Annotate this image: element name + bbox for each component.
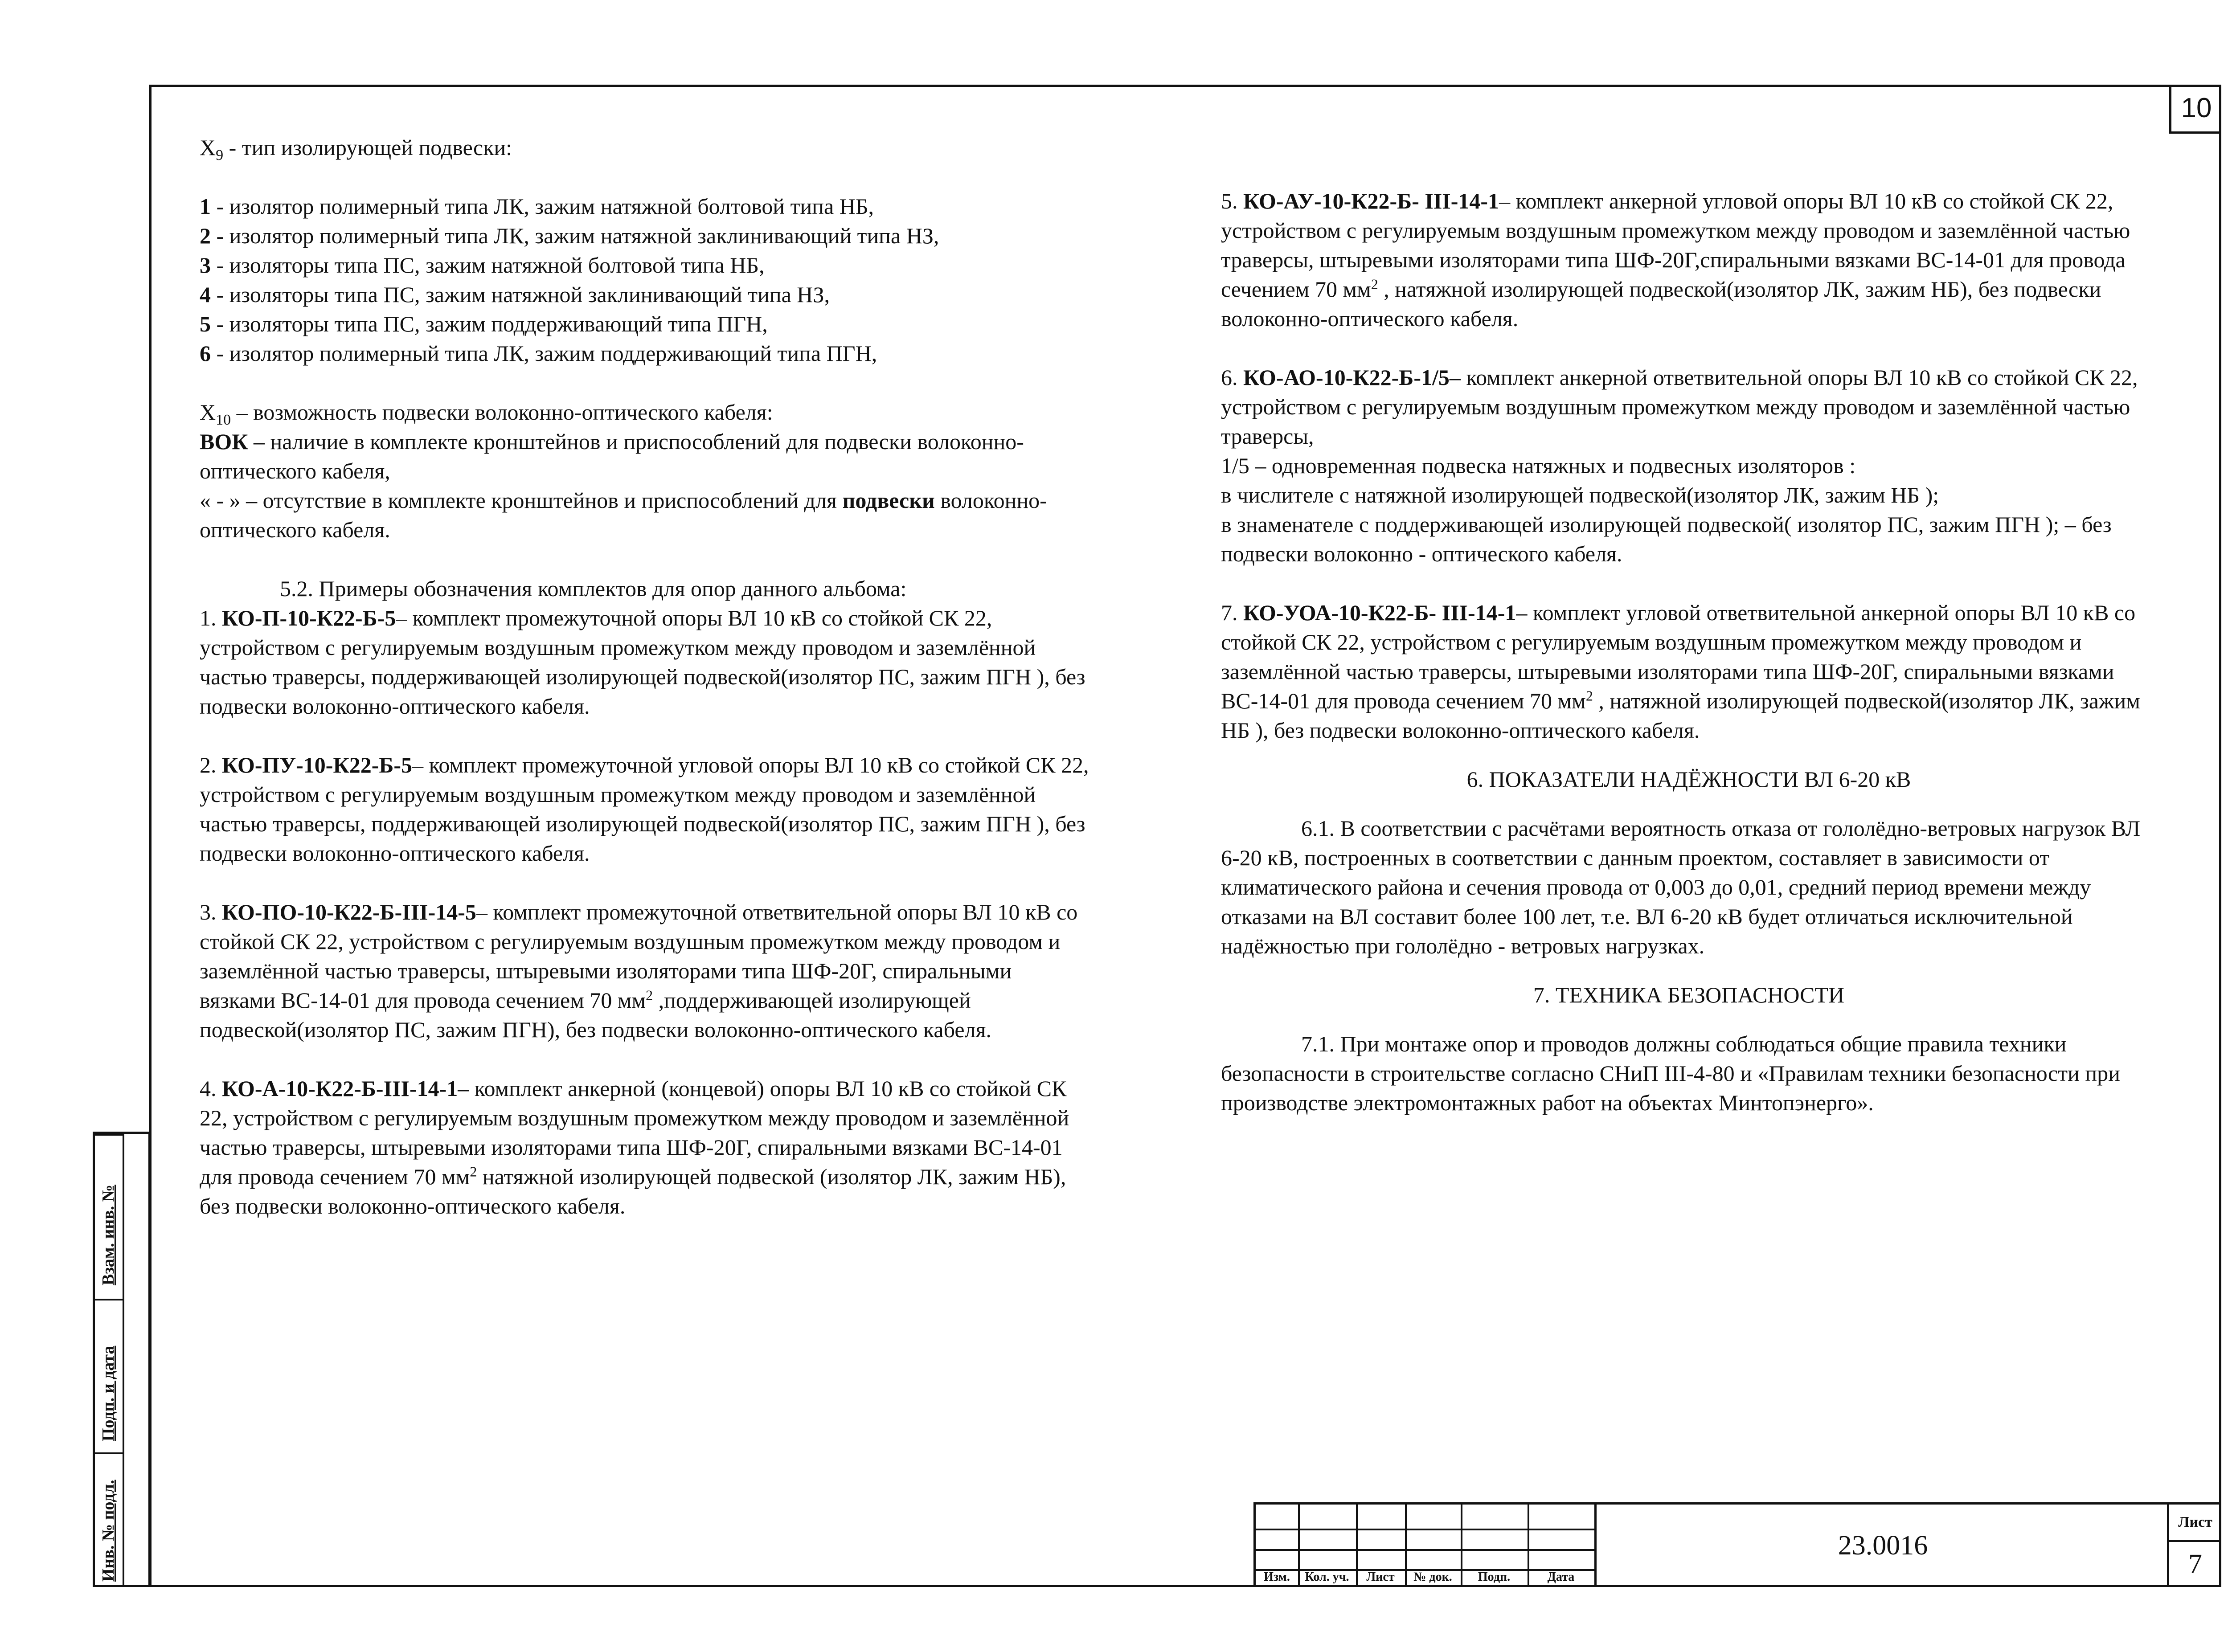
example-line: 1/5 – одновременная подвеска натяжных и подвесных изоляторов : <box>1221 453 1856 478</box>
example-line: в числителе с натяжной изолирующей подвеской(изолятор ЛК, зажим НБ ); <box>1221 483 1939 507</box>
dash-definition: « - » – отсутствие в комплекте кронштейнов и приспособлений для подвески волоконно-оптического кабеля. <box>200 488 1047 542</box>
tb-label-kol: Кол. уч. <box>1305 1570 1349 1584</box>
stamp-divider <box>95 1299 123 1300</box>
x9-item: 2 - изолятор полимерный типа ЛК, зажим натяжной заклинивающий типа НЗ, <box>200 223 939 248</box>
example-item: 6. КО-АО-10-К22-Б-1/5– комплект анкерной ответвительной опоры ВЛ 10 кВ со стойкой СК 22, устройством с регулируемым воздушным промежутком между проводом и заземлённой частью траверсы, <box>1221 365 2138 449</box>
example-item: 4. КО-А-10-К22-Б-III-14-1– комплект анкерной (концевой) опоры ВЛ 10 кВ со стойкой СК 22, устройством с регулируемым воздушным промежутком между проводом и заземлённой частью траверсы, штыревыми изоляторами типа ШФ-20Г, спиральными вязками ВС-14-01 для провода сечением 70 $мм^2$ натяжной изолирующей подвеской (изолятор ЛК, зажим НБ), без подвески волоконно-оптического кабеля. <box>200 1076 1069 1219</box>
section-5-2-title: 5.2. Примеры обозначения комплектов для опор данного альбома: <box>280 576 907 601</box>
section-7-heading: 7. ТЕХНИКА БЕЗОПАСНОСТИ <box>1533 982 1845 1007</box>
tb-label-izm: Изм. <box>1264 1570 1290 1584</box>
side-stamp <box>93 1132 151 1587</box>
example-item: 3. КО-ПО-10-К22-Б-III-14-5– комплект промежуточной ответвительной опоры ВЛ 10 кВ со стойкой СК 22, устройством с регулируемым воздушным промежутком между проводом и заземлённой частью траверсы, штыревыми изоляторами типа ШФ-20Г, спиральными вязками ВС-14-01 для провода сечением 70 $мм^2$ ,поддерживающей изолирующей подвеской(изолятор ПС, зажим ПГН), без подвески волоконно-оптического кабеля. <box>200 900 1078 1042</box>
vok-definition: ВОК – наличие в комплекте кронштейнов и приспособлений для подвески волоконно-оптического кабеля, <box>200 429 1024 483</box>
example-item: 7. КО-УОА-10-К22-Б- III-14-1– комплект угловой ответвительной анкерной опоры ВЛ 10 кВ со стойкой СК 22, устройством с регулируемым воздушным промежутком между проводом и заземлённой частью траверсы, штыревыми изоляторами типа ШФ-20Г, спиральными вязками ВС-14-01 для провода сечением 70 $мм^2$ , натяжной изолирующей подвеской(изолятор ЛК, зажим НБ ), без подвески волоконно-оптического кабеля. <box>1221 600 2140 743</box>
revision-grid <box>1256 1505 1594 1587</box>
tb-label-list: Лист <box>1366 1570 1395 1584</box>
example-line: в знаменателе с поддерживающей изолирующей подвеской( изолятор ПС, зажим ПГН ); – без подвески волоконно - оптического кабеля. <box>1221 512 2112 566</box>
section-6-heading: 6. ПОКАЗАТЕЛИ НАДЁЖНОСТИ ВЛ 6-20 кВ <box>1466 767 1911 792</box>
stamp-divider <box>95 1452 123 1454</box>
x9-item: 3 - изоляторы типа ПС, зажим натяжной болтовой типа НБ, <box>200 253 765 278</box>
x10-heading: $X_{10}$ – возможность подвески волоконно-оптического кабеля: <box>200 400 773 428</box>
x9-heading: $X_9$ - тип изолирующей подвески: <box>200 135 512 164</box>
tb-label-date: Дата <box>1547 1570 1575 1584</box>
tb-label-sign: Подп. <box>1478 1570 1511 1584</box>
sheet-label: Лист <box>2169 1505 2221 1542</box>
x9-item: 4 - изоляторы типа ПС, зажим натяжной заклинивающий типа НЗ, <box>200 282 830 307</box>
example-item: 2. КО-ПУ-10-К22-Б-5– комплект промежуточной угловой опоры ВЛ 10 кВ со стойкой СК 22, устройством с регулируемым воздушным промежутком между проводом и заземлённой частью траверсы, поддерживающей изолирующей подвеской(изолятор ПС, зажим ПГН ), без подвески волоконно-оптического кабеля. <box>200 752 1089 866</box>
x9-item: 6 - изолятор полимерный типа ЛК, зажим поддерживающий типа ПГН, <box>200 341 877 366</box>
paragraph-6-1: 6.1. В соответствии с расчётами вероятность отказа от гололёдно-ветровых нагрузок ВЛ 6-20 кВ, построенных в соответствии с данным проектом, составляет в зависимости от климатического района и сечения провода от 0,003 до 0,01, средний период времени между отказами на ВЛ составит более 100 лет, т.е. ВЛ 6-20 кВ будет отличаться исключительной надёжностью при гололёдно - ветровых нагрузках. <box>1221 816 2141 958</box>
x9-item: 1 - изолятор полимерный типа ЛК, зажим натяжной болтовой типа НБ, <box>200 194 874 219</box>
page-number-top: 10 <box>2169 85 2221 134</box>
paragraph-7-1: 7.1. При монтаже опор и проводов должны соблюдаться общие правила техники безопасности в строительстве согласно СНиП III-4-80 и «Правилам техники безопасности при производстве электромонтажных работ на объектах Минтопэнерго». <box>1221 1031 2120 1115</box>
example-item: 1. КО-П-10-К22-Б-5– комплект промежуточной опоры ВЛ 10 кВ со стойкой СК 22, устройством с регулируемым воздушным промежутком между проводом и заземлённой частью траверсы, поддерживающей изолирующей подвеской(изолятор ПС, зажим ПГН ), без подвески волоконно-оптического кабеля. <box>200 605 1085 719</box>
stamp-replace-label: Взам. инв. № <box>99 1185 118 1285</box>
tb-label-doc: № док. <box>1413 1570 1452 1584</box>
sheet-box <box>2167 1505 2221 1587</box>
left-column <box>200 133 1091 1221</box>
stamp-inv-label: Инв. № подл. <box>99 1480 118 1582</box>
title-block <box>1253 1502 2221 1587</box>
document-code: 23.0016 <box>1594 1505 2169 1587</box>
right-column <box>1221 186 2157 1117</box>
stamp-sign-label: Подп. и дата <box>99 1345 118 1441</box>
x9-item: 5 - изоляторы типа ПС, зажим поддерживающий типа ПГН, <box>200 311 768 336</box>
example-item: 5. КО-АУ-10-К22-Б- III-14-1– комплект анкерной угловой опоры ВЛ 10 кВ со стойкой СК 22, устройством с регулируемым воздушным промежутком между проводом и заземлённой частью траверсы, штыревыми изоляторами типа ШФ-20Г,спиральными вязками ВС-14-01 для провода сечением 70 $мм^2$ , натяжной изолирующей подвеской(изолятор ЛК, зажим НБ), без подвески волоконно-оптического кабеля. <box>1221 188 2130 331</box>
sheet-number: 7 <box>2188 1549 2202 1579</box>
